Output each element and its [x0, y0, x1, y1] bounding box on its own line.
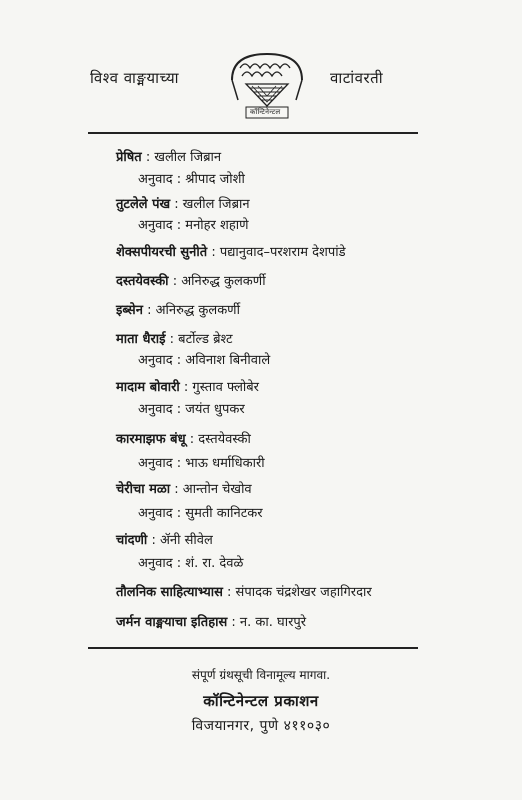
- translator-line: अनुवाद : शं. रा. देवळे: [138, 556, 244, 571]
- catalog-note: संपूर्ण ग्रंथसूची विनामूल्य मागवा.: [191, 668, 331, 682]
- book-author: : आन्तोन चेखोव: [174, 482, 252, 497]
- book-title: तौलनिक साहित्याभ्यास: [116, 585, 223, 600]
- book-title: प्रेषित: [116, 150, 142, 165]
- top-divider: [88, 132, 418, 134]
- book-title: तुटलेले पंख: [116, 197, 171, 212]
- translator-line: अनुवाद : भाऊ धर्माधिकारी: [138, 456, 265, 471]
- book-author: : बर्टोल्ड ब्रेश्ट: [169, 332, 233, 347]
- book-author: : ॲनी सीवेल: [151, 533, 213, 548]
- logo-caption: कॉन्टिनेन्टल: [250, 108, 281, 116]
- book-author: : खलील जिब्रान: [145, 150, 222, 165]
- header-right-title: वाटांवरती: [330, 69, 384, 87]
- publisher-name: कॉन्टिनेन्टल प्रकाशन: [203, 692, 319, 710]
- book-title: चांदणी: [116, 533, 148, 548]
- book-author: : खलील जिब्रान: [174, 197, 250, 212]
- book-author: : दस्तयेवस्की: [189, 432, 251, 447]
- list-item: [116, 482, 252, 498]
- book-title: कारमाझफ बंधू: [116, 432, 186, 447]
- book-title: चेरीचा मळा: [116, 482, 171, 497]
- list-item: [116, 432, 251, 448]
- list-item: [116, 332, 233, 348]
- book-author: : गुस्ताव फ्लोबेर: [183, 380, 259, 395]
- book-author: : अनिरुद्ध कुलकर्णी: [172, 274, 266, 289]
- list-item: [116, 533, 213, 549]
- list-item: [116, 380, 259, 396]
- list-item: [116, 274, 266, 290]
- list-item: [116, 615, 306, 631]
- book-author: : पद्यानुवाद–परशराम देशपांडे: [211, 245, 346, 260]
- bottom-divider: [88, 647, 418, 649]
- translator-line: अनुवाद : सुमती कानिटकर: [138, 506, 263, 521]
- book-title: शेक्सपीयरची सुनीते: [116, 245, 208, 260]
- list-item: [116, 585, 372, 601]
- book-title: मादाम बोवारी: [116, 380, 180, 395]
- book-author: : संपादक चंद्रशेखर जहागिरदार: [227, 585, 372, 600]
- book-title: दस्तयेवस्की: [116, 274, 169, 289]
- book-title: जर्मन वाङ्मयाचा इतिहास: [116, 615, 228, 630]
- list-item: [116, 150, 221, 166]
- translator-line: अनुवाद : जयंत धुपकर: [138, 402, 245, 417]
- publisher-address: विजयानगर, पुणे ४११०३०: [191, 718, 331, 734]
- book-author: : न. का. घारपुरे: [231, 615, 307, 630]
- list-item: [116, 303, 240, 319]
- book-author: : अनिरुद्ध कुलकर्णी: [147, 303, 240, 318]
- list-item: [116, 245, 346, 261]
- list-item: [116, 197, 250, 213]
- translator-line: अनुवाद : अविनाश बिनीवाले: [138, 353, 271, 368]
- book-title: माता धैराई: [116, 332, 166, 347]
- translator-line: अनुवाद : श्रीपाद जोशी: [138, 172, 245, 187]
- translator-line: अनुवाद : मनोहर शहाणे: [138, 218, 249, 233]
- header-left-title: विश्व वाङ्मयाच्या: [90, 69, 180, 87]
- book-title: इब्सेन: [116, 303, 143, 318]
